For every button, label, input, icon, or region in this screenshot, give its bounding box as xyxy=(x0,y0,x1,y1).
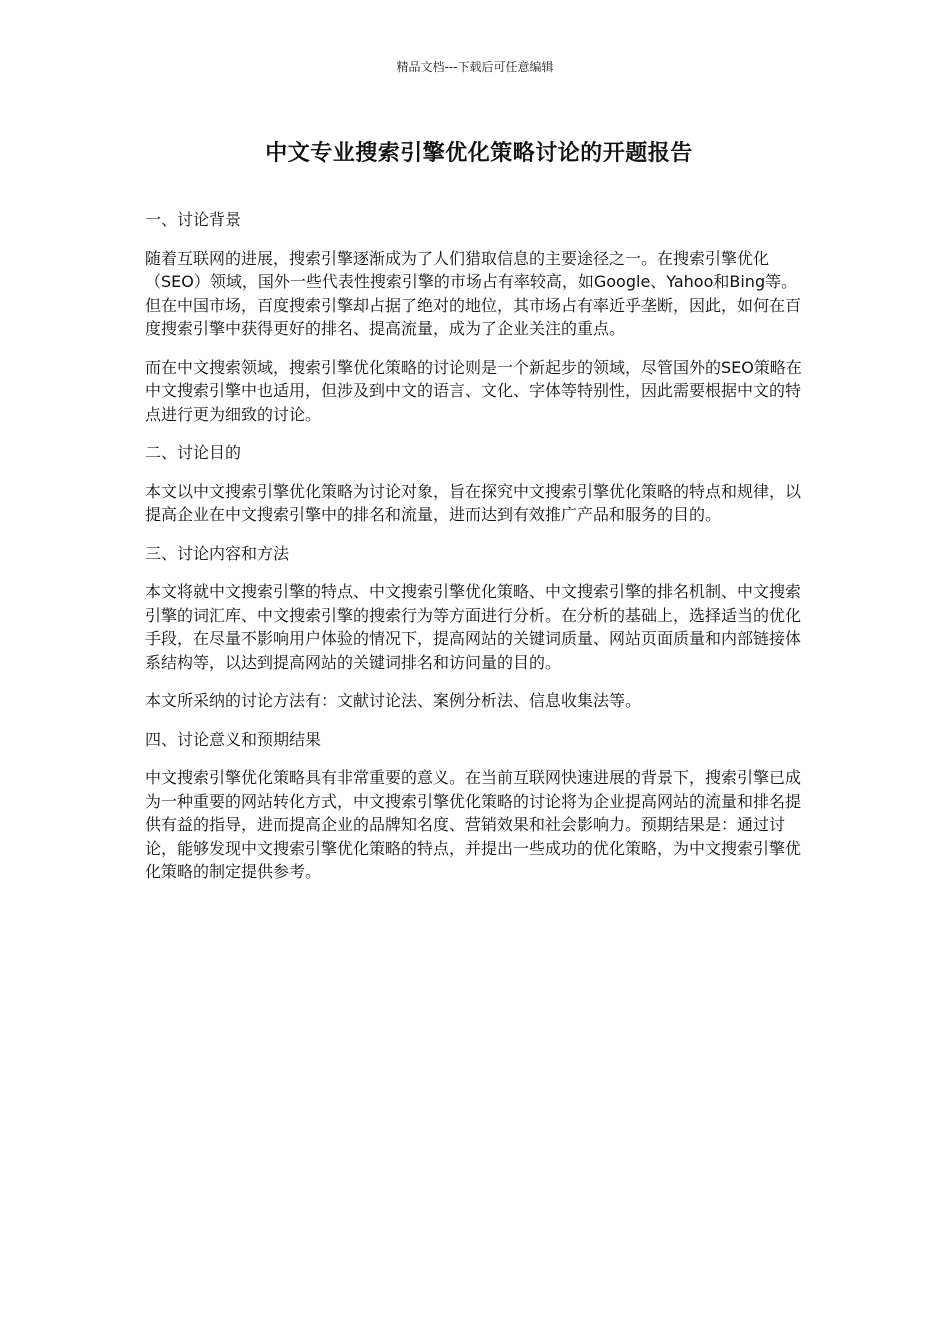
section-heading: 三、讨论内容和方法 xyxy=(145,543,290,563)
section-heading: 四、讨论意义和预期结果 xyxy=(145,729,322,749)
paragraph: 随着互联网的进展，搜索引擎逐渐成为了人们猎取信息的主要途径之一。在搜索引擎优化（SEO）领域，国外一些代表性搜索引擎的市场占有率较高，如Google、Yahoo和Bing等。但在中国市场，百度搜索引擎却占据了绝对的地位，其市场占有率近乎垄断，因此，如何在百度搜索引擎中获得更好的排名、提高流量，成为了企业关注的重点。 xyxy=(145,248,802,338)
section-purpose xyxy=(145,441,807,527)
section-heading: 一、讨论背景 xyxy=(145,210,242,229)
paragraph: 本文将就中文搜索引擎的特点、中文搜索引擎优化策略、中文搜索引擎的排名机制、中文搜索引擎的词汇库、中文搜索引擎的搜索行为等方面进行分析。在分析的基础上，选择适当的优化手段，在尽量不影响用户体验的情况下，提高网站的关键词质量、网站页面质量和内部链接体系结构等，以达到提高网站的关键词排名和访问量的目的。 xyxy=(145,582,802,672)
section-significance xyxy=(145,728,807,884)
section-heading: 二、讨论目的 xyxy=(145,443,242,462)
document-body xyxy=(145,208,807,899)
paragraph: 本文所采纳的讨论方法有：文献讨论法、案例分析法、信息收集法等。 xyxy=(145,691,642,710)
paragraph: 而在中文搜索领域，搜索引擎优化策略的讨论则是一个新起步的领域，尽管国外的SEO策略在中文搜索引擎中也适用，但涉及到中文的语言、文化、字体等特别性，因此需要根据中文的特点进行更为细致的讨论。 xyxy=(145,357,802,424)
section-content-methods xyxy=(145,542,807,713)
paragraph: 中文搜索引擎优化策略具有非常重要的意义。在当前互联网快速进展的背景下，搜索引擎已成为一种重要的网站转化方式，中文搜索引擎优化策略的讨论将为企业提高网站的流量和排名提供有益的指导，进而提高企业的品牌知名度、营销效果和社会影响力。预期结果是：通过讨论，能够发现中文搜索引擎优化策略的特点，并提出一些成功的优化策略，为中文搜索引擎优化策略的制定提供参考。 xyxy=(145,768,802,881)
paragraph: 本文以中文搜索引擎优化策略为讨论对象，旨在探究中文搜索引擎优化策略的特点和规律，以提高企业在中文搜索引擎中的排名和流量，进而达到有效推广产品和服务的目的。 xyxy=(145,481,802,524)
header-note: 精品文档---下载后可任意编辑 xyxy=(396,60,554,74)
document-title: 中文专业搜索引擎优化策略讨论的开题报告 xyxy=(265,141,693,166)
section-background xyxy=(145,208,807,426)
